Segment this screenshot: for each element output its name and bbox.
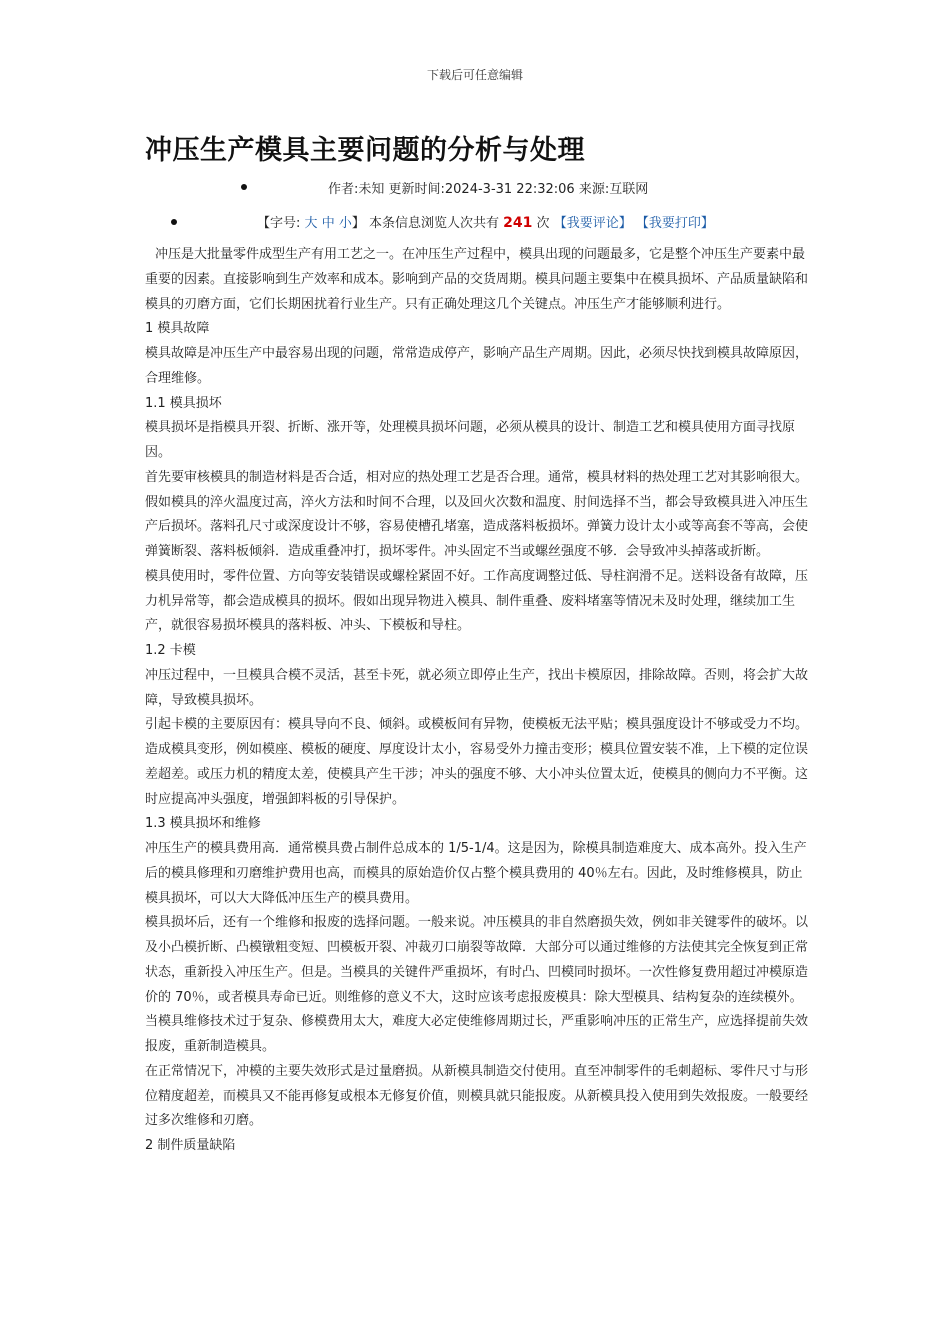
font-size-small-link[interactable]: 小 [338,216,352,231]
section-heading: 1 模具故障 [145,321,210,337]
section-heading: 1.1 模具损坏 [145,395,222,411]
bullet-icon [171,219,177,225]
body-paragraph: 冲压是大批量零件成型生产有用工艺之一。在冲压生产过程中，模具出现的问题最多，它是整个冲压生产要素中最重要的因素。直接影响到生产效率和成本。影响到产品的交货周期。模具问题主要集中在模具损坏、产品质量缺陷和模具的刃磨方面，它们长期困扰着行业生产。只有正确处理这几个关键点。冲压生产才能够顺利进行。 [145,247,809,312]
font-size-close: 】 [351,216,365,231]
font-size-medium-link[interactable]: 中 [321,216,335,231]
print-link[interactable]: 【我要打印】 [635,216,714,231]
body-paragraph: 首先要审核模具的制造材料是否合适，相对应的热处理工艺是否合理。通常，模具材料的热处理工艺对其影响很大。假如模具的淬火温度过高，淬火方法和时间不合理，以及回火次数和温度、肘间选择不当，都会导致模具进入冲压生产后损坏。落料孔尺寸或深度设计不够，容易使槽孔堵塞，造成落料板损坏。弹簧力设计太小或等高套不等高，会使弹簧断裂、落料板倾斜．造成重叠冲打，损坏零件。冲头固定不当或螺丝强度不够．会导致冲头掉落或折断。 [145,469,809,559]
meta-line-tools [0,212,950,232]
tools-bar [257,212,714,231]
section-heading: 1.2 卡模 [145,643,196,658]
body-paragraph: 模具损坏后，还有一个维修和报废的选择问题。一般来说。冲压模具的非自然磨损失效，例如非关键零件的破坏。以及小凸模折断、凸模镦粗变短、凹模板开裂、冲裁刃口崩裂等故障．大部分可以通过维修的方法使其完全恢复到正常状态，重新投入冲压生产。但是。当模具的关键件严重损坏，有时凸、凹模同时损坏。一次性修复费用超过冲模原造价的 70％，或者模具寿命已近。则维修的意义不大，这时应该考虑报废模具：除大型模具、结构复杂的连续模外。当模具维修技术过于复杂、修模费用太大，难度大必定使维修周期过长，严重影响冲压的正常生产，应选择提前失效报废，重新制造模具。 [145,915,809,1054]
body-paragraph: 模具损坏是指模具开裂、折断、涨开等，处理模具损坏问题，必须从模具的设计、制造工艺和模具使用方面寻找原因。 [145,420,796,460]
views-prefix: 本条信息浏览人次共有 [369,216,500,231]
section-heading: 2 制件质量缺陷 [145,1138,236,1153]
meta-line-author [0,178,950,198]
section-heading: 1.3 模具损坏和维修 [145,816,261,832]
bullet-icon [241,184,247,190]
views-count: 241 [503,215,533,231]
article-body [145,243,815,1159]
views-suffix: 次 [536,216,550,231]
body-paragraph: 模具故障是冲压生产中最容易出现的问题，常常造成停产，影响产品生产周期。因此，必须尽快找到模具故障原因，合理维修。 [145,346,809,386]
body-paragraph: 冲压生产的模具费用高．通常模具费占制件总成本的 1/5-1/4。这是因为，除模具制造难度大、成本高外。投入生产后的模具修理和刃磨维护费用也高，而模具的原始造价仅占整个模具费用的 40％左右。因此，及时维修模具，防止模具损坏，可以大大降低冲压生产的模具费用。 [145,841,807,906]
article-title: 冲压生产模具主要问题的分析与处理 [145,135,585,166]
body-paragraph: 模具使用时，零件位置、方向等安装错误或螺栓紧固不好。工作高度调整过低、导柱润滑不足。送料设备有故障，压力机异常等，都会造成模具的损坏。假如出现异物进入模具、制件重叠、废料堵塞等情况未及时处理，继续加工生产，就很容易损坏模具的落料板、冲头、下模板和导柱。 [145,568,809,634]
font-size-label: 【字号: [257,216,301,231]
body-paragraph: 冲压过程中，一旦模具合模不灵活，甚至卡死，就必须立即停止生产，找出卡模原因，排除故障。否则，将会扩大故障，导致模具损坏。 [145,667,809,708]
header-note: 下载后可任意编辑 [426,68,523,82]
font-size-large-link[interactable]: 大 [304,216,318,231]
author-info: 作者:未知 更新时间:2024-3-31 22:32:06 来源:互联网 [328,182,649,197]
comment-link[interactable]: 【我要评论】 [553,216,632,231]
body-paragraph: 在正常情况下，冲模的主要失效形式是过量磨损。从新模具制造交付使用。直至冲制零件的毛刺超标、零件尺寸与形位精度超差，而模具又不能再修复或根本无修复价值，则模具就只能报废。从新模具投入使用到失效报废。一般要经过多次维修和刃磨。 [145,1063,809,1129]
body-paragraph: 引起卡模的主要原因有：模具导向不良、倾斜。或模板间有异物，使模板无法平贴；模具强度设计不够或受力不均。造成模具变形，例如模座、模板的硬度、厚度设计太小，容易受外力撞击变形；模具位置安装不准，上下模的定位误差超差。或压力机的精度太差，使模具产生干涉；冲头的强度不够、大小冲头位置太近，使模具的侧向力不平衡。这时应提高冲头强度，增强卸料板的引导保护。 [145,717,809,807]
